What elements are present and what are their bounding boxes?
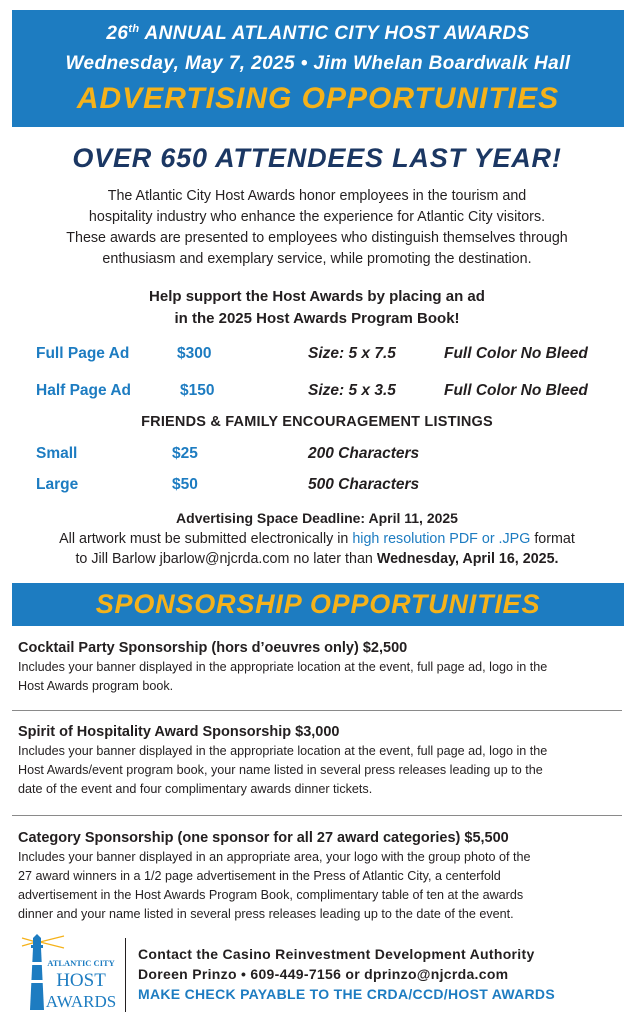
event-date-venue: Wednesday, May 7, 2025 • Jim Whelan Boardwalk Hall bbox=[65, 53, 571, 74]
listing-name: Small bbox=[36, 445, 78, 462]
listing-price: $25 bbox=[172, 445, 198, 462]
sponsorship-spirit bbox=[18, 722, 622, 799]
ad-size: Size: 5 x 7.5 bbox=[308, 345, 396, 362]
contact-org: Contact the Casino Reinvestment Development Authority bbox=[138, 946, 535, 962]
listing-row-small bbox=[0, 445, 634, 469]
event-title: 26th ANNUAL ATLANTIC CITY HOST AWARDS bbox=[106, 23, 530, 44]
ad-row-half-page bbox=[0, 382, 634, 406]
contact-person: Doreen Prinzo • 609-449-7156 or dprinzo@njcrda.com bbox=[138, 966, 509, 982]
sponsorship-description: Includes your banner displayed in the appropriate location at the event, full page ad, logo in the Host Awards/event program book, your name listed in several press releases leading up to the date of the event and four complimentary awards dinner tickets. bbox=[18, 744, 548, 796]
sponsorship-description: Includes your banner displayed in an appropriate area, your logo with the group photo of the 27 award winners in a 1/2 page advertisement in the Press of Atlantic City, a centerfold advertisement in the Host Awards Program Book, complimentary table of ten at the awards dinner and your name listed in several press releases leading up to the date of the event. bbox=[18, 850, 531, 921]
host-awards-logo bbox=[18, 932, 118, 1014]
sponsorship-title: Spirit of Hospitality Award Sponsorship $3,000 bbox=[18, 724, 340, 740]
ad-name: Full Page Ad bbox=[36, 345, 130, 362]
lighthouse-icon bbox=[18, 932, 118, 1014]
listing-row-large bbox=[0, 476, 634, 500]
divider bbox=[12, 710, 622, 711]
svg-text:ATLANTIC CITY: ATLANTIC CITY bbox=[47, 958, 115, 968]
footer-divider bbox=[125, 938, 126, 1012]
intro-paragraph: The Atlantic City Host Awards honor employees in the tourism and hospitality industry who enhance the experience for Atlantic City visitors. These awards are presented to employees who distinguish themselves through enthusiasm and exemplary service, while promoting the destination. bbox=[66, 188, 568, 267]
listing-chars: 200 Characters bbox=[308, 445, 420, 462]
sponsorship-title: Cocktail Party Sponsorship (hors d’oeuvres only) $2,500 bbox=[18, 640, 408, 656]
ad-price: $300 bbox=[177, 345, 212, 362]
ad-size: Size: 5 x 3.5 bbox=[308, 382, 396, 399]
ad-callout: Help support the Host Awards by placing an ad in the 2025 Host Awards Program Book! bbox=[149, 288, 485, 327]
ad-color: Full Color No Bleed bbox=[444, 382, 588, 399]
sponsorship-category bbox=[18, 828, 622, 924]
sponsorship-title: Category Sponsorship (one sponsor for all 27 award categories) $5,500 bbox=[18, 830, 509, 846]
payment-instructions: MAKE CHECK PAYABLE TO THE CRDA/CCD/HOST AWARDS bbox=[138, 986, 555, 1002]
ad-price: $150 bbox=[180, 382, 215, 399]
sponsorship-description: Includes your banner displayed in the appropriate location at the event, full page ad, logo in the Host Awards program book. bbox=[18, 660, 548, 693]
sponsorship-heading: SPONSORSHIP OPPORTUNITIES bbox=[95, 589, 541, 619]
svg-text:AWARDS: AWARDS bbox=[45, 992, 117, 1011]
deadline: Advertising Space Deadline: April 11, 2025 bbox=[176, 510, 458, 526]
divider bbox=[12, 815, 622, 816]
advertising-heading: ADVERTISING OPPORTUNITIES bbox=[76, 82, 560, 115]
listing-price: $50 bbox=[172, 476, 198, 493]
ad-name: Half Page Ad bbox=[36, 382, 132, 399]
svg-text:HOST: HOST bbox=[56, 970, 106, 991]
sponsorship-cocktail bbox=[18, 638, 622, 696]
ad-row-full-page bbox=[0, 345, 634, 369]
listing-chars: 500 Characters bbox=[308, 476, 420, 493]
ad-color: Full Color No Bleed bbox=[444, 345, 588, 362]
header-banner bbox=[12, 10, 624, 127]
sponsorship-banner bbox=[12, 583, 624, 626]
listing-name: Large bbox=[36, 476, 79, 493]
attendees-headline: OVER 650 ATTENDEES LAST YEAR! bbox=[72, 143, 562, 173]
artwork-instructions: All artwork must be submitted electronically in high resolution PDF or .JPG format to Jill Barlow jbarlow@njcrda.com no later than Wednesday, April 16, 2025. bbox=[59, 531, 575, 567]
file-format-highlight: high resolution PDF or .JPG bbox=[352, 531, 531, 547]
friends-family-heading: FRIENDS & FAMILY ENCOURAGEMENT LISTINGS bbox=[141, 414, 493, 430]
